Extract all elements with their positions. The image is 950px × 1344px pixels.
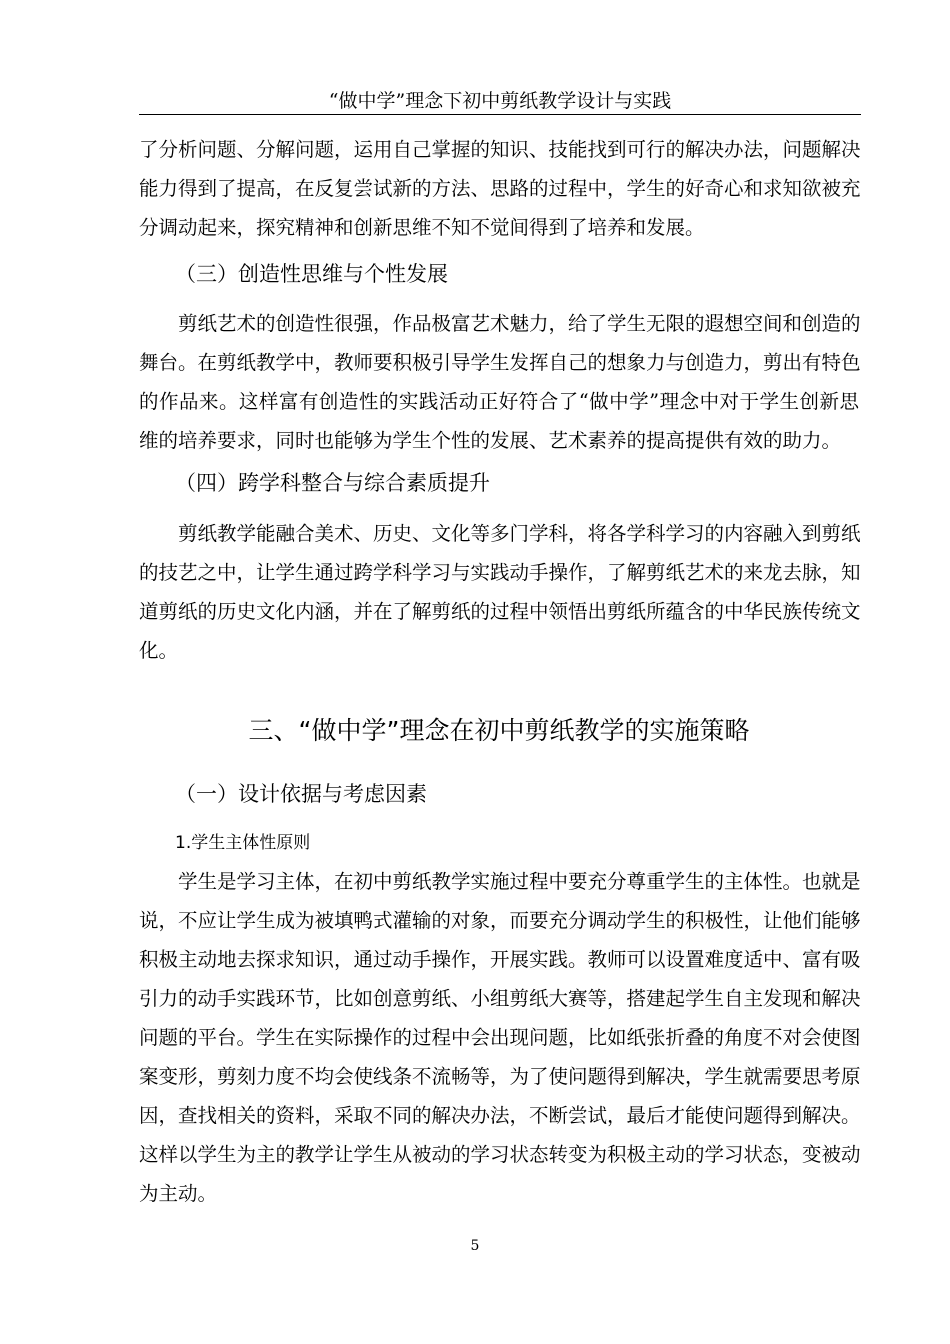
paragraph-line: 剪纸教学能融合美术、历史、文化等多门学科，将各学科学习的内容融入到剪纸 (178, 522, 861, 545)
section-4-paragraph (139, 514, 859, 670)
paragraph-line: 能力得到了提高，在反复尝试新的方法、思路的过程中，学生的好奇心和求知欲被充 (139, 177, 861, 200)
paragraph-line: 引力的动手实践环节，比如创意剪纸、小组剪纸大赛等，搭建起学生自主发现和解决 (139, 987, 861, 1010)
subsection-heading-1: （一）设计依据与考虑因素 (175, 782, 427, 806)
paragraph-line: 分调动起来，探究精神和创新思维不知不觉间得到了培养和发展。 (139, 216, 705, 239)
paragraph-line: 学生是学习主体，在初中剪纸教学实施过程中要充分尊重学生的主体性。也就是 (178, 870, 861, 893)
page-number: 5 (470, 1238, 480, 1254)
paragraph-line: 舞台。在剪纸教学中，教师要积极引导学生发挥自己的想象力与创造力，剪出有特色 (139, 351, 861, 374)
intro-paragraph (139, 130, 859, 247)
paragraph-line: 道剪纸的历史文化内涵，并在了解剪纸的过程中领悟出剪纸所蕴含的中华民族传统文 (139, 600, 861, 623)
paragraph-line: 积极主动地去探求知识，通过动手操作，开展实践。教师可以设置难度适中、富有吸 (139, 948, 861, 971)
paragraph-line: 的作品来。这样富有创造性的实践活动正好符合了“做中学”理念中对于学生创新思 (139, 390, 859, 413)
paragraph-line: 说，不应让学生成为被填鸭式灌输的对象，而要充分调动学生的积极性，让他们能够 (139, 909, 861, 932)
principle-heading: 1.学生主体性原则 (175, 833, 311, 853)
principle-paragraph (139, 862, 859, 1213)
paragraph-line: 的技艺之中，让学生通过跨学科学习与实践动手操作，了解剪纸艺术的来龙去脉，知 (139, 561, 861, 584)
paragraph-line: 维的培养要求，同时也能够为学生个性的发展、艺术素养的提高提供有效的助力。 (139, 429, 842, 452)
paragraph-line: 为主动。 (139, 1182, 218, 1205)
section-heading-3: （三）创造性思维与个性发展 (175, 262, 448, 286)
paragraph-line: 化。 (139, 639, 179, 662)
paragraph-line: 剪纸艺术的创造性很强，作品极富艺术魅力，给了学生无限的遐想空间和创造的 (178, 312, 861, 335)
paragraph-line: 这样以学生为主的教学让学生从被动的学习状态转变为积极主动的学习状态，变被动 (139, 1143, 861, 1166)
paragraph-line: 案变形，剪刻力度不均会使线条不流畅等，为了使问题得到解决，学生就需要思考原 (139, 1065, 861, 1088)
paragraph-line: 问题的平台。学生在实际操作的过程中会出现问题，比如纸张折叠的角度不对会使图 (139, 1026, 861, 1049)
paragraph-line: 因，查找相关的资料，采取不同的解决办法，不断尝试，最后才能使问题得到解决。 (139, 1104, 861, 1127)
section-3-paragraph (139, 304, 859, 460)
running-header: “做中学”理念下初中剪纸教学设计与实践 (139, 88, 861, 115)
paragraph-line: 了分析问题、分解问题，运用自己掌握的知识、技能找到可行的解决办法，问题解决 (139, 138, 861, 161)
chapter-heading: 三、“做中学”理念在初中剪纸教学的实施策略 (248, 716, 750, 745)
section-heading-4: （四）跨学科整合与综合素质提升 (175, 471, 490, 495)
